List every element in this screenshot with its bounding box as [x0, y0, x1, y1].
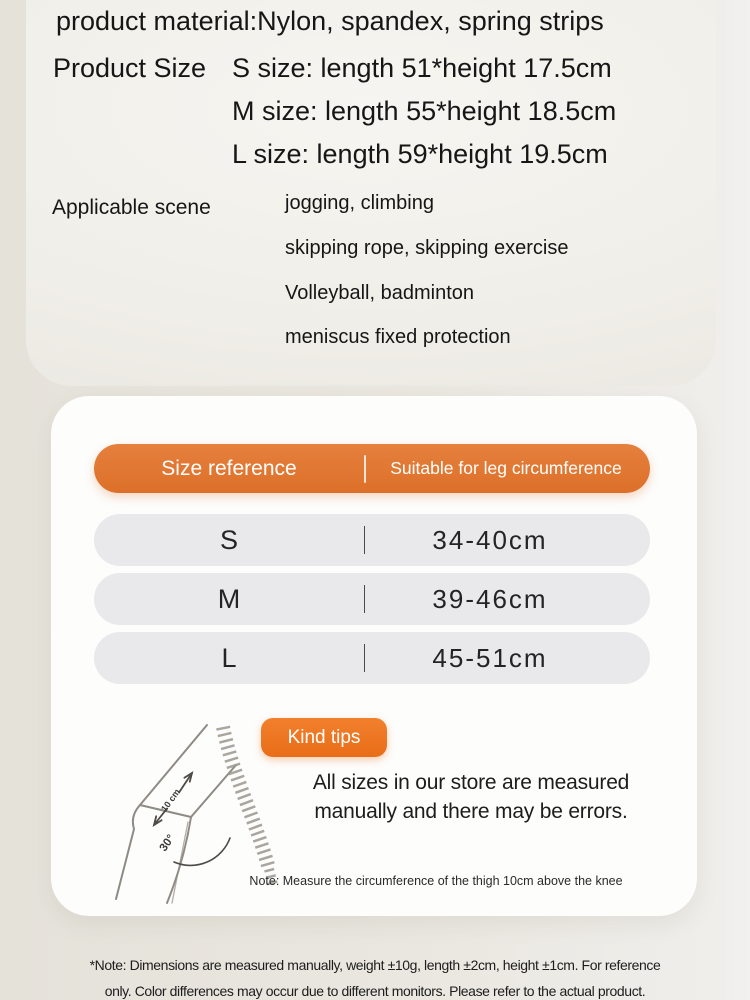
size-cell: L — [221, 642, 237, 673]
footer-disclaimer — [40, 952, 710, 1000]
applicable-scene-label: Applicable scene — [52, 196, 211, 219]
size-table-header — [94, 444, 650, 493]
distance-label: 10 cm — [159, 786, 183, 814]
kind-tips-badge: Kind tips — [261, 718, 387, 757]
leg-circumference-header-label: Suitable for leg circumference — [390, 458, 622, 478]
scene-item: skipping rope, skipping exercise — [285, 237, 569, 259]
scene-item: Volleyball, badminton — [285, 282, 475, 304]
arrow-shaft — [179, 773, 192, 793]
footer-line2: only. Color differences may occur due to different monitors. Please refer to the actual product. — [104, 983, 646, 999]
shin-line — [167, 817, 191, 903]
range-cell: 34-40cm — [432, 524, 548, 555]
angle-label: 30° — [157, 832, 178, 854]
table-row-m — [94, 573, 650, 625]
range-cell: 45-51cm — [432, 642, 548, 673]
scene-item: meniscus fixed protection — [285, 326, 511, 348]
size-reference-header-label: Size reference — [161, 456, 297, 480]
product-size-label: Product Size — [53, 53, 207, 83]
tips-text-line2: manually and there may be errors. — [314, 800, 628, 823]
size-spec-s: S size: length 51*height 17.5cm — [232, 53, 612, 83]
size-reference-card — [51, 396, 697, 916]
footer-line1: *Note: Dimensions are measured manually, weight ±10g, length ±2cm, height ±1cm. For reference — [89, 957, 661, 973]
product-info-section — [26, 0, 716, 386]
tips-text — [286, 768, 656, 826]
measure-note: Note: Measure the circumference of the thigh 10cm above the knee — [249, 874, 623, 888]
size-spec-m: M size: length 55*height 18.5cm — [232, 96, 617, 126]
table-row-s — [94, 514, 650, 566]
scene-item: jogging, climbing — [285, 192, 434, 214]
leg-outline-outer — [116, 725, 207, 899]
table-row-l — [94, 632, 650, 684]
tips-text-line1: All sizes in our store are measured — [312, 771, 630, 794]
range-cell: 39-46cm — [432, 583, 548, 614]
size-cell: S — [219, 524, 238, 555]
size-cell: M — [217, 583, 241, 614]
product-material-line: product material:Nylon, spandex, spring strips — [56, 6, 604, 36]
size-spec-l: L size: length 59*height 19.5cm — [232, 139, 608, 169]
